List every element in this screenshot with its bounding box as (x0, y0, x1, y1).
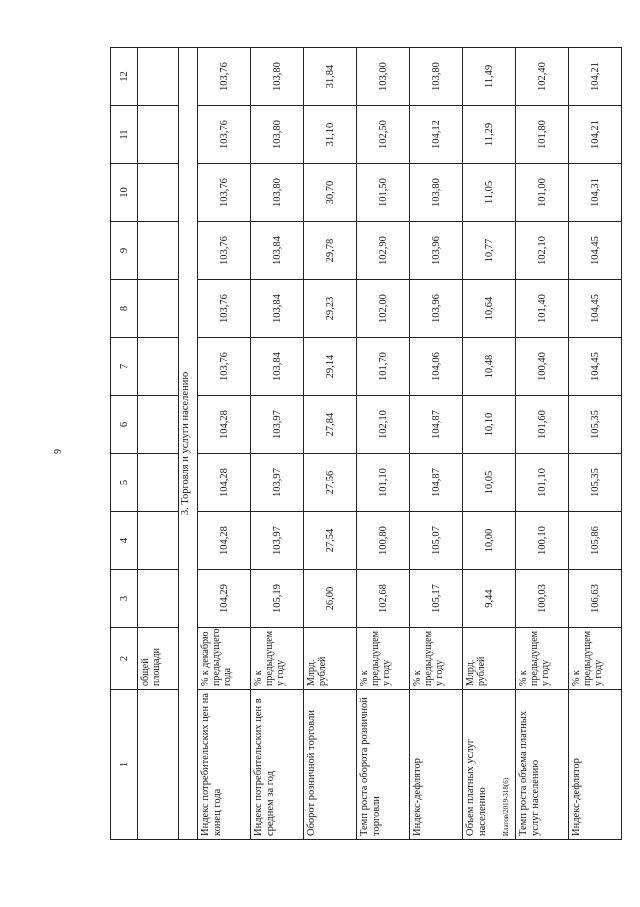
col-header: 8 (111, 280, 138, 338)
indicator-name: Темп роста объема платных услуг населению (516, 690, 569, 840)
value-cell: 10,77 (463, 222, 516, 280)
table-row (569, 48, 622, 840)
col-header: 1 (111, 690, 138, 840)
value-cell: 104,28 (198, 454, 251, 512)
section-title: 3. Торговля и услуги населению (179, 48, 198, 840)
col-header: 10 (111, 164, 138, 222)
col-header: 9 (111, 222, 138, 280)
value-cell: 104,28 (198, 512, 251, 570)
value-cell: 104,29 (198, 570, 251, 628)
unit-cell: % к предыдущем у году (410, 628, 463, 690)
col-header: 3 (111, 570, 138, 628)
value-cell: 10,05 (463, 454, 516, 512)
value-cell: 105,35 (569, 396, 622, 454)
indicator-name: Темп роста оборота розничной торговли (357, 690, 410, 840)
value-cell: 102,50 (357, 106, 410, 164)
value-cell: 106,63 (569, 570, 622, 628)
value-cell: 31,84 (304, 48, 357, 106)
unit-cell: % к предыдущем у году (357, 628, 410, 690)
col-header: 7 (111, 338, 138, 396)
value-cell: 103,97 (251, 454, 304, 512)
table-cell (138, 396, 179, 454)
table-cell (138, 690, 179, 840)
table-row (463, 48, 516, 840)
value-cell: 105,19 (251, 570, 304, 628)
footer-document-code: Илатов/2019-318(6) (502, 777, 510, 837)
value-cell: 11,29 (463, 106, 516, 164)
indicator-name: Объем платных услуг населению (463, 690, 516, 840)
unit-cell: % к декабрю предыдущего года (198, 628, 251, 690)
table-cell (138, 454, 179, 512)
value-cell: 10,00 (463, 512, 516, 570)
col-header: 2 (111, 628, 138, 690)
value-cell: 103,00 (357, 48, 410, 106)
unit-cell: % к предыдущем у году (516, 628, 569, 690)
value-cell: 11,49 (463, 48, 516, 106)
value-cell: 103,80 (251, 106, 304, 164)
value-cell: 104,87 (410, 396, 463, 454)
value-cell: 103,84 (251, 222, 304, 280)
rotated-table-container (110, 48, 604, 840)
value-cell: 103,96 (410, 222, 463, 280)
table-cell (138, 512, 179, 570)
table-cell (138, 338, 179, 396)
unit-cell: % к предыдущем у году (251, 628, 304, 690)
value-cell: 104,31 (569, 164, 622, 222)
value-cell: 103,76 (198, 164, 251, 222)
table-cell (138, 280, 179, 338)
value-cell: 103,80 (410, 48, 463, 106)
value-cell: 100,03 (516, 570, 569, 628)
value-cell: 26,00 (304, 570, 357, 628)
value-cell: 30,70 (304, 164, 357, 222)
value-cell: 105,86 (569, 512, 622, 570)
column-number-row (111, 48, 138, 840)
value-cell: 100,40 (516, 338, 569, 396)
indicator-name: Оборот розничной торговли (304, 690, 357, 840)
value-cell: 104,12 (410, 106, 463, 164)
table-row (516, 48, 569, 840)
value-cell: 105,35 (569, 454, 622, 512)
value-cell: 29,14 (304, 338, 357, 396)
value-cell: 101,40 (516, 280, 569, 338)
value-cell: 104,06 (410, 338, 463, 396)
table-row (198, 48, 251, 840)
value-cell: 103,84 (251, 280, 304, 338)
value-cell: 103,76 (198, 48, 251, 106)
indicator-name: Индекс потребительских цен на конец года (198, 690, 251, 840)
area-continuation-row (138, 48, 179, 840)
value-cell: 103,80 (251, 164, 304, 222)
unit-cell: общей площади (138, 628, 179, 690)
col-header: 4 (111, 512, 138, 570)
value-cell: 103,80 (251, 48, 304, 106)
value-cell: 104,45 (569, 338, 622, 396)
value-cell: 103,97 (251, 396, 304, 454)
value-cell: 104,21 (569, 48, 622, 106)
col-header: 11 (111, 106, 138, 164)
value-cell: 103,76 (198, 222, 251, 280)
value-cell: 101,10 (516, 454, 569, 512)
table-cell (138, 48, 179, 106)
value-cell: 103,97 (251, 512, 304, 570)
col-header: 5 (111, 454, 138, 512)
value-cell: 101,10 (357, 454, 410, 512)
table-cell (138, 106, 179, 164)
value-cell: 101,80 (516, 106, 569, 164)
forecast-table (110, 47, 622, 840)
value-cell: 101,60 (516, 396, 569, 454)
value-cell: 100,80 (357, 512, 410, 570)
table-row (357, 48, 410, 840)
value-cell: 10,64 (463, 280, 516, 338)
value-cell: 100,10 (516, 512, 569, 570)
col-header: 12 (111, 48, 138, 106)
value-cell: 103,96 (410, 280, 463, 338)
page-number: 9 (53, 449, 64, 454)
value-cell: 101,00 (516, 164, 569, 222)
unit-cell: % к предыдущем у году (569, 628, 622, 690)
section-row (179, 48, 198, 840)
value-cell: 104,45 (569, 280, 622, 338)
indicator-name: Индекс-дефлятор (569, 690, 622, 840)
value-cell: 27,56 (304, 454, 357, 512)
value-cell: 104,21 (569, 106, 622, 164)
value-cell: 103,80 (410, 164, 463, 222)
table-cell (138, 570, 179, 628)
value-cell: 10,48 (463, 338, 516, 396)
unit-cell: Млрд. рублей (304, 628, 357, 690)
value-cell: 10,10 (463, 396, 516, 454)
value-cell: 9,44 (463, 570, 516, 628)
value-cell: 105,07 (410, 512, 463, 570)
value-cell: 104,87 (410, 454, 463, 512)
table-cell (138, 164, 179, 222)
value-cell: 102,90 (357, 222, 410, 280)
value-cell: 31,10 (304, 106, 357, 164)
value-cell: 101,50 (357, 164, 410, 222)
value-cell: 11,05 (463, 164, 516, 222)
value-cell: 105,17 (410, 570, 463, 628)
indicator-name: Индекс-дефлятор (410, 690, 463, 840)
table-row (304, 48, 357, 840)
value-cell: 103,84 (251, 338, 304, 396)
value-cell: 102,00 (357, 280, 410, 338)
unit-cell: Млрд. рублей (463, 628, 516, 690)
value-cell: 103,76 (198, 338, 251, 396)
value-cell: 103,76 (198, 106, 251, 164)
value-cell: 29,23 (304, 280, 357, 338)
value-cell: 102,10 (357, 396, 410, 454)
value-cell: 102,10 (516, 222, 569, 280)
indicator-name: Индекс потребительских цен в среднем за год (251, 690, 304, 840)
value-cell: 102,68 (357, 570, 410, 628)
value-cell: 101,70 (357, 338, 410, 396)
col-header: 6 (111, 396, 138, 454)
value-cell: 102,40 (516, 48, 569, 106)
value-cell: 27,84 (304, 396, 357, 454)
table-row (410, 48, 463, 840)
table-row (251, 48, 304, 840)
value-cell: 104,45 (569, 222, 622, 280)
value-cell: 104,28 (198, 396, 251, 454)
table-cell (138, 222, 179, 280)
value-cell: 103,76 (198, 280, 251, 338)
value-cell: 27,54 (304, 512, 357, 570)
value-cell: 29,78 (304, 222, 357, 280)
